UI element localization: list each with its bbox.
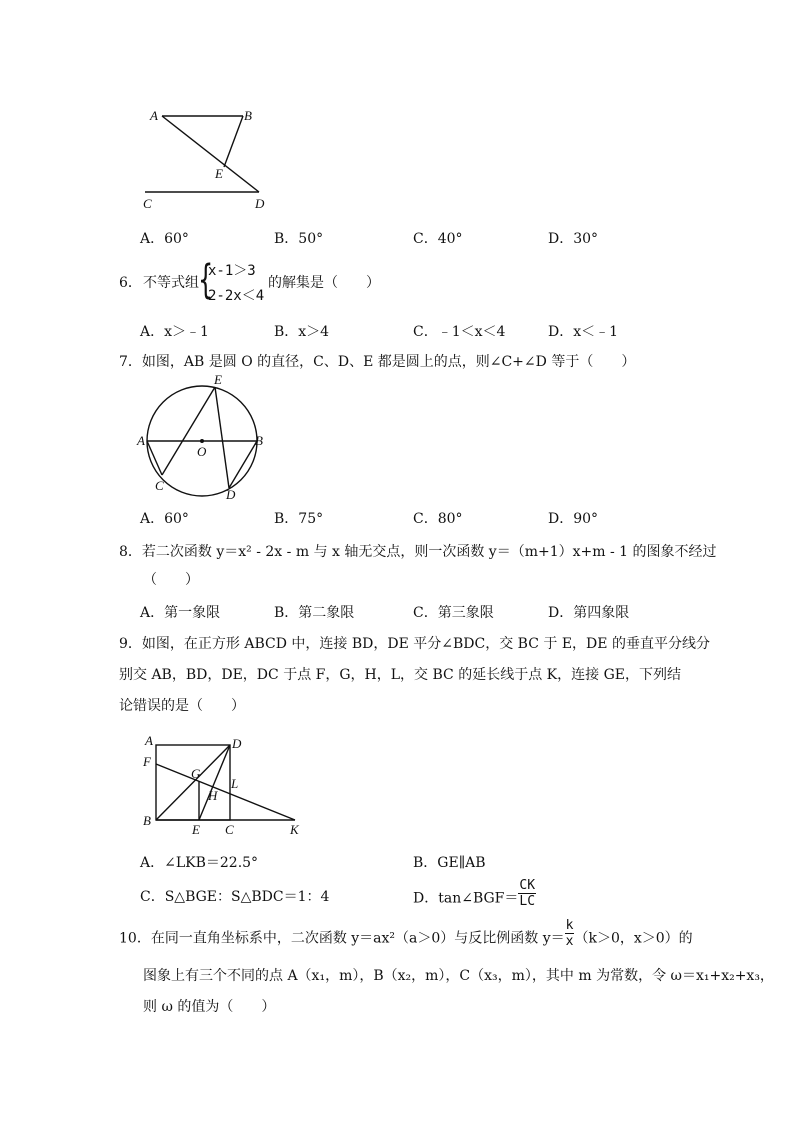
q5-option-b: B．50°	[274, 231, 324, 247]
label-D: D	[232, 736, 242, 751]
q9-option-d	[413, 878, 536, 909]
q7-option-d: D．90°	[548, 511, 599, 527]
q10-line1-end: （k＞0，x＞0）的	[574, 930, 693, 947]
q5-option-c: C．40°	[413, 231, 463, 247]
label-L: L	[231, 776, 239, 791]
q9-option-b: B．GE∥AB	[413, 855, 486, 871]
q6-inequality-1: x-1＞3	[208, 263, 256, 279]
q10-question-line3: 则 ω 的值为（ ）	[143, 999, 276, 1015]
label-G: G	[191, 766, 201, 781]
q8-question-line2: （ ）	[143, 572, 199, 588]
label-O: O	[197, 444, 207, 459]
label-E: E	[192, 822, 200, 837]
label-K: K	[290, 822, 299, 837]
q9-question-line3: 论错误的是（ ）	[119, 698, 245, 714]
label-A: A	[145, 733, 153, 748]
label-C: C	[155, 478, 164, 493]
q10-line1-start: 10．在同一直角坐标系中，二次函数 y＝ax²（a＞0）与反比例函数 y＝	[119, 930, 565, 947]
label-B: B	[143, 813, 151, 828]
label-D: D	[226, 487, 236, 502]
q8-question-line1: 8．若二次函数 y＝x² - 2x - m 与 x 轴无交点，则一次函数 y＝（m+1）x+m - 1 的图象不经过	[119, 544, 717, 560]
q6-inequality-2: 2-2x＜4	[208, 288, 265, 304]
q7-option-a: A．60°	[140, 511, 189, 527]
q10-question-line1	[119, 918, 693, 949]
q9-option-a: A．∠LKB＝22.5°	[140, 855, 259, 871]
q6-prefix: 不等式组	[143, 275, 199, 291]
q10-fraction	[565, 918, 575, 949]
q8-option-b: B．第二象限	[274, 605, 355, 621]
fraction-numerator: CK	[519, 878, 536, 893]
q7-question: 7．如图，AB 是圆 O 的直径，C、D、E 都是圆上的点，则∠C+∠D 等于（ ）	[119, 354, 636, 370]
q8-option-c: C．第三象限	[413, 605, 494, 621]
fraction-denominator: x	[565, 934, 574, 949]
fraction-numerator: k	[565, 918, 574, 933]
q10-question-line2: 图象上有三个不同的点 A（x₁，m），B（x₂，m），C（x₃，m），其中 m 为常数，令 ω＝x₁+x₂+x₃，	[143, 968, 774, 984]
q6-option-c: C．﹣1＜x＜4	[413, 324, 506, 340]
label-A: A	[137, 433, 145, 448]
q9-question-line2: 别交 AB，BD，DE，DC 于点 F，G，H，L，交 BC 的延长线于点 K，连接 GE，下列结	[119, 667, 681, 683]
q9-option-d-fraction	[518, 878, 536, 909]
q5-figure	[135, 100, 280, 212]
label-B: B	[244, 108, 252, 123]
label-B: B	[255, 433, 263, 448]
label-C: C	[143, 196, 152, 211]
label-H: H	[208, 788, 218, 803]
q6-suffix: 的解集是（ ）	[268, 275, 380, 291]
q5-option-a: A．60°	[140, 231, 189, 247]
q6-option-d: D．x＜﹣1	[548, 324, 619, 340]
q6-option-a: A．x＞﹣1	[140, 324, 209, 340]
label-C: C	[225, 822, 234, 837]
q8-option-d: D．第四象限	[548, 605, 630, 621]
fraction-denominator: LC	[519, 894, 536, 909]
q6-brace: {	[198, 257, 214, 303]
label-E: E	[214, 372, 222, 387]
q6-option-b: B．x＞4	[274, 324, 330, 340]
q7-option-c: C．80°	[413, 511, 463, 527]
label-F: F	[143, 754, 151, 769]
label-A: A	[150, 108, 158, 123]
q9-figure	[135, 728, 310, 840]
q7-option-b: B．75°	[274, 511, 324, 527]
q9-option-d-prefix: D．tan∠BGF＝	[413, 890, 519, 907]
q5-option-d: D．30°	[548, 231, 599, 247]
q9-option-c: C．S△BGE：S△BDC＝1：4	[140, 889, 330, 905]
q9-question-line1: 9．如图，在正方形 ABCD 中，连接 BD，DE 平分∠BDC，交 BC 于 E，DE 的垂直平分线分	[119, 636, 710, 652]
q6-number: 6．	[119, 275, 142, 291]
label-E: E	[215, 166, 223, 181]
q7-figure	[135, 372, 275, 502]
q8-option-a: A．第一象限	[140, 605, 221, 621]
label-D: D	[255, 196, 265, 211]
